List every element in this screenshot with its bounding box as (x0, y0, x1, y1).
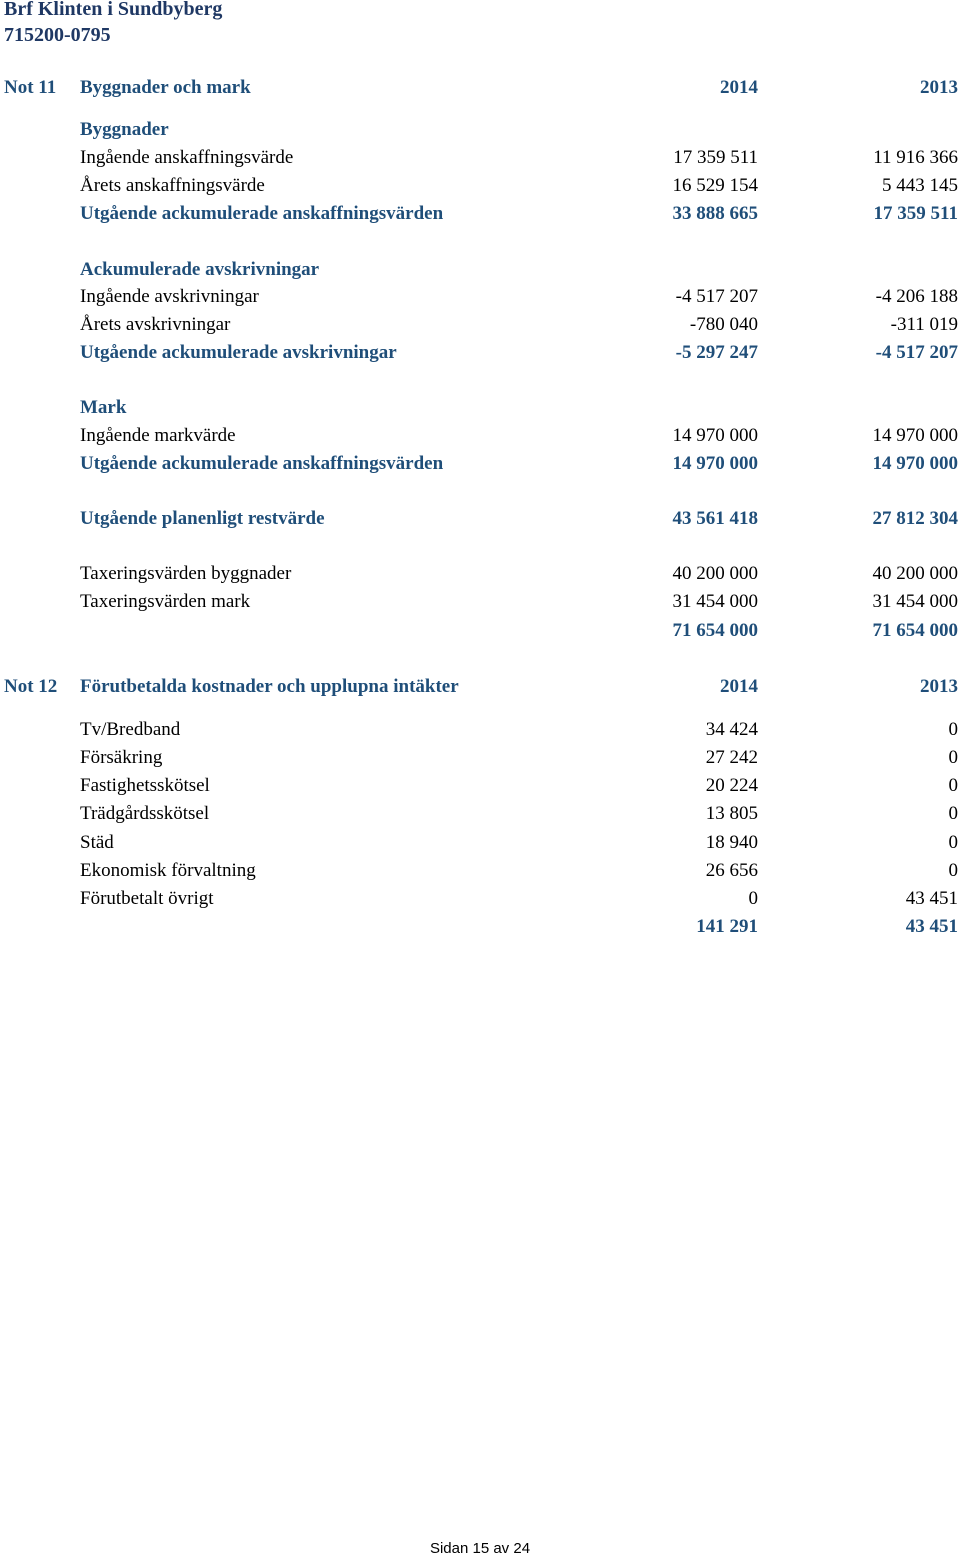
note-11-year-1: 2014 (720, 77, 758, 98)
row-label: Tv/Bredband (80, 719, 181, 740)
table-row (0, 450, 960, 478)
row-value-2014: 26 656 (705, 860, 758, 881)
row-value-2013: 43 451 (905, 888, 958, 909)
row-value-2014: 13 805 (705, 803, 758, 824)
row-value-2013: -311 019 (890, 314, 958, 335)
total-value-2014: 141 291 (696, 916, 758, 937)
table-row (0, 857, 960, 885)
row-value-2014: 14 970 000 (672, 425, 758, 446)
page-number: Sidan 15 av 24 (429, 1540, 531, 1557)
note-12-header (0, 673, 960, 701)
total-row (0, 913, 960, 941)
row-label: Årets anskaffningsvärde (80, 175, 265, 196)
row-value-2014: 0 (748, 888, 758, 909)
table-row (0, 744, 960, 772)
row-value-2013: 17 359 511 (873, 203, 958, 224)
row-value-2014: 40 200 000 (672, 563, 758, 584)
row-label: Ingående markvärde (80, 425, 236, 446)
table-row (0, 144, 960, 172)
row-label: Trädgårdsskötsel (80, 803, 210, 824)
row-label: Årets avskrivningar (80, 314, 231, 335)
table-row (0, 772, 960, 800)
company-name: Brf Klinten i Sundbyberg (4, 0, 223, 20)
row-value-2013: -4 206 188 (875, 286, 958, 307)
table-row (0, 422, 960, 450)
row-value-2014: -5 297 247 (675, 342, 758, 363)
org-number: 715200-0795 (4, 24, 111, 46)
table-row (0, 716, 960, 744)
row-label: Utgående ackumulerade avskrivningar (80, 342, 397, 363)
total-value-2013: 43 451 (905, 916, 958, 937)
row-value-2014: 16 529 154 (672, 175, 758, 196)
table-row (0, 800, 960, 828)
row-label: Taxeringsvärden byggnader (80, 563, 292, 584)
row-value-2013: 0 (948, 803, 958, 824)
table-row (0, 885, 960, 913)
table-row (0, 829, 960, 857)
table-row (0, 505, 960, 533)
row-value-2013: 27 812 304 (872, 508, 958, 529)
row-value-2014: 27 242 (705, 747, 758, 768)
row-value-2014: 43 561 418 (672, 508, 758, 529)
row-label: Utgående planenligt restvärde (80, 508, 325, 529)
row-value-2013: 0 (948, 832, 958, 853)
row-value-2014: 31 454 000 (672, 591, 758, 612)
row-value-2013: 11 916 366 (873, 147, 958, 168)
row-value-2013: -4 517 207 (875, 342, 958, 363)
section-heading: Ackumulerade avskrivningar (80, 259, 320, 280)
row-value-2014: 18 940 (705, 832, 758, 853)
row-value-2014: 33 888 665 (672, 203, 758, 224)
row-value-2013: 0 (948, 860, 958, 881)
section-heading: Mark (80, 397, 127, 418)
note-12-year-1: 2014 (720, 676, 758, 697)
table-row (0, 560, 960, 588)
row-value-2014: -780 040 (689, 314, 758, 335)
row-value-2013: 40 200 000 (872, 563, 958, 584)
note-12-label: Not 12 (4, 676, 58, 697)
row-value-2014: 34 424 (705, 719, 758, 740)
total-row (0, 617, 960, 645)
row-label: Städ (80, 832, 114, 853)
row-value-2013: 0 (948, 747, 958, 768)
total-value-2013: 71 654 000 (872, 620, 958, 641)
row-value-2013: 14 970 000 (872, 453, 958, 474)
table-row (0, 394, 960, 422)
note-11-header (0, 74, 960, 102)
table-row (0, 256, 960, 284)
table-row (0, 172, 960, 200)
row-label: Försäkring (80, 747, 163, 768)
row-value-2014: -4 517 207 (675, 286, 758, 307)
table-row (0, 116, 960, 144)
note-12-year-2: 2013 (920, 676, 958, 697)
row-value-2013: 14 970 000 (872, 425, 958, 446)
row-value-2013: 31 454 000 (872, 591, 958, 612)
row-label: Ingående avskrivningar (80, 286, 259, 307)
table-row (0, 283, 960, 311)
row-value-2014: 17 359 511 (673, 147, 758, 168)
total-value-2014: 71 654 000 (672, 620, 758, 641)
note-11-year-2: 2013 (920, 77, 958, 98)
row-label: Ingående anskaffningsvärde (80, 147, 294, 168)
table-row (0, 200, 960, 228)
table-row (0, 339, 960, 367)
section-heading: Byggnader (80, 119, 169, 140)
row-value-2014: 20 224 (705, 775, 758, 796)
note-12-title: Förutbetalda kostnader och upplupna intäkter (80, 676, 459, 697)
row-label: Taxeringsvärden mark (80, 591, 251, 612)
row-label: Ekonomisk förvaltning (80, 860, 256, 881)
row-value-2014: 14 970 000 (672, 453, 758, 474)
row-label: Förutbetalt övrigt (80, 888, 214, 909)
note-11-label: Not 11 (4, 77, 57, 98)
row-label: Fastighetsskötsel (80, 775, 210, 796)
note-11-title: Byggnader och mark (80, 77, 251, 98)
row-value-2013: 0 (948, 775, 958, 796)
row-label: Utgående ackumulerade anskaffningsvärden (80, 453, 444, 474)
table-row (0, 311, 960, 339)
row-label: Utgående ackumulerade anskaffningsvärden (80, 203, 444, 224)
row-value-2013: 0 (948, 719, 958, 740)
table-row (0, 588, 960, 616)
row-value-2013: 5 443 145 (882, 175, 958, 196)
